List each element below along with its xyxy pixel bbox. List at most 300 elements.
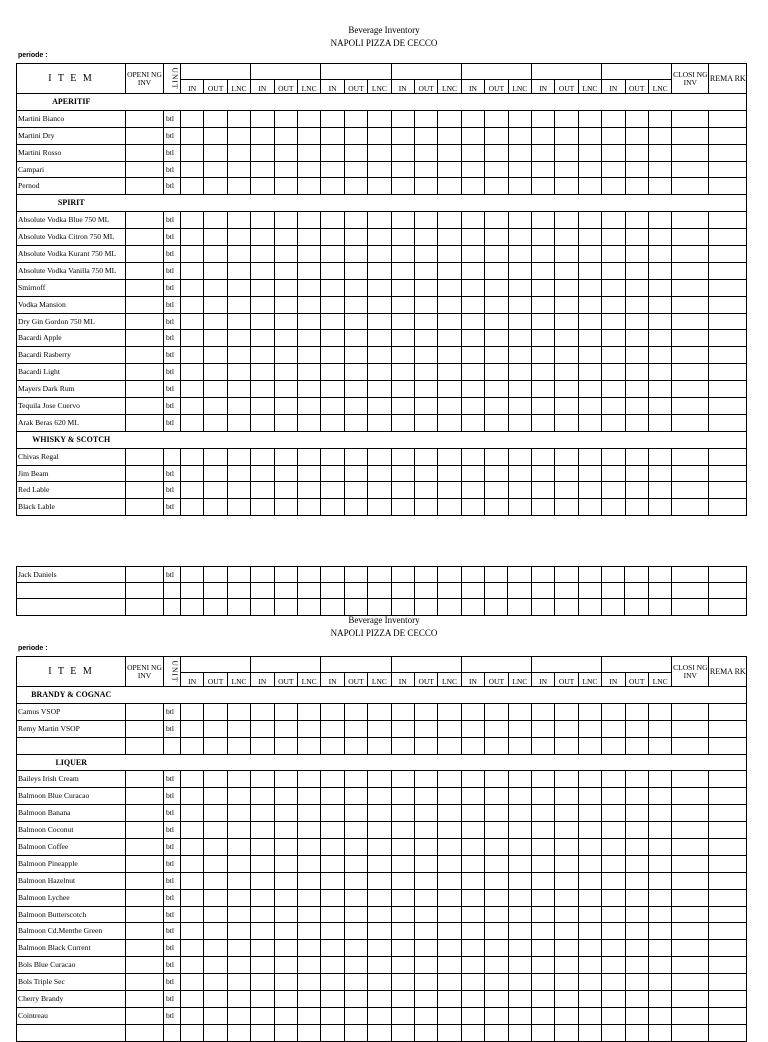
out-cell[interactable]: [555, 583, 578, 599]
out-cell[interactable]: [625, 161, 648, 178]
out-cell[interactable]: [204, 246, 227, 263]
closing-inv-cell[interactable]: [672, 482, 709, 499]
lnc-cell[interactable]: [368, 127, 391, 144]
in-cell[interactable]: [181, 347, 204, 364]
closing-inv-cell[interactable]: [672, 347, 709, 364]
out-cell[interactable]: [414, 805, 437, 822]
in-cell[interactable]: [391, 906, 414, 923]
in-cell[interactable]: [251, 923, 274, 940]
lnc-cell[interactable]: [438, 822, 461, 839]
opening-inv-cell[interactable]: [126, 212, 164, 229]
in-cell[interactable]: [181, 246, 204, 263]
remark-cell[interactable]: [709, 279, 747, 296]
in-cell[interactable]: [531, 347, 554, 364]
out-cell[interactable]: [485, 212, 508, 229]
out-cell[interactable]: [555, 974, 578, 991]
out-cell[interactable]: [274, 889, 297, 906]
in-cell[interactable]: [181, 1024, 204, 1041]
in-cell[interactable]: [391, 567, 414, 583]
out-cell[interactable]: [485, 567, 508, 583]
out-cell[interactable]: [274, 822, 297, 839]
out-cell[interactable]: [414, 313, 437, 330]
in-cell[interactable]: [181, 720, 204, 737]
in-cell[interactable]: [321, 839, 344, 856]
remark-cell[interactable]: [709, 414, 747, 431]
lnc-cell[interactable]: [368, 855, 391, 872]
out-cell[interactable]: [274, 499, 297, 516]
in-cell[interactable]: [321, 330, 344, 347]
in-cell[interactable]: [321, 872, 344, 889]
in-cell[interactable]: [461, 229, 484, 246]
in-cell[interactable]: [391, 313, 414, 330]
out-cell[interactable]: [555, 448, 578, 465]
out-cell[interactable]: [344, 940, 367, 957]
out-cell[interactable]: [625, 398, 648, 415]
lnc-cell[interactable]: [578, 822, 601, 839]
out-cell[interactable]: [274, 364, 297, 381]
out-cell[interactable]: [344, 313, 367, 330]
lnc-cell[interactable]: [297, 805, 320, 822]
lnc-cell[interactable]: [508, 788, 531, 805]
out-cell[interactable]: [274, 313, 297, 330]
out-cell[interactable]: [344, 398, 367, 415]
in-cell[interactable]: [602, 1007, 625, 1024]
lnc-cell[interactable]: [438, 974, 461, 991]
lnc-cell[interactable]: [438, 1024, 461, 1041]
lnc-cell[interactable]: [508, 855, 531, 872]
in-cell[interactable]: [321, 599, 344, 615]
lnc-cell[interactable]: [648, 448, 671, 465]
out-cell[interactable]: [274, 296, 297, 313]
out-cell[interactable]: [274, 583, 297, 599]
in-cell[interactable]: [531, 855, 554, 872]
out-cell[interactable]: [555, 161, 578, 178]
in-cell[interactable]: [251, 599, 274, 615]
in-cell[interactable]: [602, 482, 625, 499]
in-cell[interactable]: [461, 279, 484, 296]
out-cell[interactable]: [555, 567, 578, 583]
lnc-cell[interactable]: [297, 296, 320, 313]
lnc-cell[interactable]: [508, 347, 531, 364]
out-cell[interactable]: [485, 599, 508, 615]
in-cell[interactable]: [181, 262, 204, 279]
remark-cell[interactable]: [709, 872, 747, 889]
closing-inv-cell[interactable]: [672, 940, 709, 957]
in-cell[interactable]: [181, 364, 204, 381]
in-cell[interactable]: [321, 974, 344, 991]
out-cell[interactable]: [204, 381, 227, 398]
out-cell[interactable]: [204, 330, 227, 347]
out-cell[interactable]: [274, 347, 297, 364]
lnc-cell[interactable]: [508, 330, 531, 347]
out-cell[interactable]: [274, 212, 297, 229]
opening-inv-cell[interactable]: [126, 262, 164, 279]
in-cell[interactable]: [602, 923, 625, 940]
in-cell[interactable]: [531, 127, 554, 144]
lnc-cell[interactable]: [297, 110, 320, 127]
in-cell[interactable]: [321, 246, 344, 263]
in-cell[interactable]: [251, 144, 274, 161]
out-cell[interactable]: [485, 178, 508, 195]
in-cell[interactable]: [181, 381, 204, 398]
in-cell[interactable]: [181, 940, 204, 957]
lnc-cell[interactable]: [508, 599, 531, 615]
lnc-cell[interactable]: [227, 279, 250, 296]
remark-cell[interactable]: [709, 246, 747, 263]
in-cell[interactable]: [461, 974, 484, 991]
out-cell[interactable]: [274, 414, 297, 431]
in-cell[interactable]: [531, 364, 554, 381]
in-cell[interactable]: [602, 127, 625, 144]
in-cell[interactable]: [181, 567, 204, 583]
in-cell[interactable]: [181, 599, 204, 615]
out-cell[interactable]: [274, 1007, 297, 1024]
out-cell[interactable]: [625, 448, 648, 465]
out-cell[interactable]: [204, 720, 227, 737]
opening-inv-cell[interactable]: [126, 229, 164, 246]
lnc-cell[interactable]: [438, 110, 461, 127]
lnc-cell[interactable]: [508, 127, 531, 144]
in-cell[interactable]: [391, 737, 414, 754]
out-cell[interactable]: [485, 229, 508, 246]
in-cell[interactable]: [461, 839, 484, 856]
out-cell[interactable]: [344, 720, 367, 737]
lnc-cell[interactable]: [438, 567, 461, 583]
out-cell[interactable]: [344, 974, 367, 991]
lnc-cell[interactable]: [508, 414, 531, 431]
lnc-cell[interactable]: [508, 262, 531, 279]
in-cell[interactable]: [251, 262, 274, 279]
opening-inv-cell[interactable]: [126, 313, 164, 330]
opening-inv-cell[interactable]: [126, 1007, 164, 1024]
lnc-cell[interactable]: [578, 381, 601, 398]
out-cell[interactable]: [555, 906, 578, 923]
lnc-cell[interactable]: [227, 381, 250, 398]
out-cell[interactable]: [555, 839, 578, 856]
out-cell[interactable]: [414, 599, 437, 615]
in-cell[interactable]: [391, 1007, 414, 1024]
out-cell[interactable]: [555, 703, 578, 720]
lnc-cell[interactable]: [578, 889, 601, 906]
in-cell[interactable]: [602, 414, 625, 431]
in-cell[interactable]: [321, 398, 344, 415]
in-cell[interactable]: [461, 364, 484, 381]
out-cell[interactable]: [414, 771, 437, 788]
lnc-cell[interactable]: [227, 178, 250, 195]
closing-inv-cell[interactable]: [672, 720, 709, 737]
out-cell[interactable]: [485, 1024, 508, 1041]
out-cell[interactable]: [625, 1024, 648, 1041]
in-cell[interactable]: [251, 957, 274, 974]
in-cell[interactable]: [461, 1007, 484, 1024]
in-cell[interactable]: [391, 212, 414, 229]
lnc-cell[interactable]: [368, 1024, 391, 1041]
remark-cell[interactable]: [709, 703, 747, 720]
in-cell[interactable]: [391, 822, 414, 839]
in-cell[interactable]: [602, 1024, 625, 1041]
out-cell[interactable]: [485, 906, 508, 923]
out-cell[interactable]: [274, 127, 297, 144]
opening-inv-cell[interactable]: [126, 737, 164, 754]
lnc-cell[interactable]: [578, 720, 601, 737]
lnc-cell[interactable]: [297, 599, 320, 615]
out-cell[interactable]: [625, 737, 648, 754]
out-cell[interactable]: [555, 991, 578, 1008]
lnc-cell[interactable]: [578, 482, 601, 499]
out-cell[interactable]: [344, 448, 367, 465]
out-cell[interactable]: [485, 889, 508, 906]
lnc-cell[interactable]: [508, 771, 531, 788]
in-cell[interactable]: [181, 127, 204, 144]
out-cell[interactable]: [204, 161, 227, 178]
lnc-cell[interactable]: [297, 788, 320, 805]
lnc-cell[interactable]: [227, 499, 250, 516]
lnc-cell[interactable]: [578, 246, 601, 263]
out-cell[interactable]: [414, 720, 437, 737]
in-cell[interactable]: [391, 771, 414, 788]
in-cell[interactable]: [391, 279, 414, 296]
in-cell[interactable]: [602, 144, 625, 161]
in-cell[interactable]: [391, 246, 414, 263]
in-cell[interactable]: [461, 330, 484, 347]
in-cell[interactable]: [602, 599, 625, 615]
out-cell[interactable]: [344, 583, 367, 599]
out-cell[interactable]: [274, 599, 297, 615]
in-cell[interactable]: [602, 957, 625, 974]
in-cell[interactable]: [391, 703, 414, 720]
in-cell[interactable]: [461, 296, 484, 313]
in-cell[interactable]: [251, 296, 274, 313]
in-cell[interactable]: [391, 296, 414, 313]
out-cell[interactable]: [414, 381, 437, 398]
in-cell[interactable]: [181, 279, 204, 296]
in-cell[interactable]: [321, 923, 344, 940]
lnc-cell[interactable]: [438, 788, 461, 805]
lnc-cell[interactable]: [227, 906, 250, 923]
out-cell[interactable]: [555, 923, 578, 940]
remark-cell[interactable]: [709, 178, 747, 195]
opening-inv-cell[interactable]: [126, 110, 164, 127]
out-cell[interactable]: [625, 279, 648, 296]
out-cell[interactable]: [625, 957, 648, 974]
opening-inv-cell[interactable]: [126, 246, 164, 263]
out-cell[interactable]: [625, 906, 648, 923]
lnc-cell[interactable]: [438, 940, 461, 957]
remark-cell[interactable]: [709, 110, 747, 127]
in-cell[interactable]: [321, 414, 344, 431]
closing-inv-cell[interactable]: [672, 212, 709, 229]
in-cell[interactable]: [321, 229, 344, 246]
opening-inv-cell[interactable]: [126, 1024, 164, 1041]
in-cell[interactable]: [321, 805, 344, 822]
in-cell[interactable]: [602, 381, 625, 398]
lnc-cell[interactable]: [648, 839, 671, 856]
in-cell[interactable]: [251, 720, 274, 737]
lnc-cell[interactable]: [227, 940, 250, 957]
lnc-cell[interactable]: [227, 448, 250, 465]
out-cell[interactable]: [414, 855, 437, 872]
lnc-cell[interactable]: [578, 330, 601, 347]
in-cell[interactable]: [531, 974, 554, 991]
out-cell[interactable]: [344, 364, 367, 381]
out-cell[interactable]: [414, 262, 437, 279]
out-cell[interactable]: [204, 822, 227, 839]
lnc-cell[interactable]: [438, 144, 461, 161]
lnc-cell[interactable]: [648, 144, 671, 161]
out-cell[interactable]: [344, 465, 367, 482]
out-cell[interactable]: [625, 599, 648, 615]
closing-inv-cell[interactable]: [672, 906, 709, 923]
lnc-cell[interactable]: [227, 262, 250, 279]
in-cell[interactable]: [531, 161, 554, 178]
in-cell[interactable]: [321, 1007, 344, 1024]
in-cell[interactable]: [602, 940, 625, 957]
lnc-cell[interactable]: [648, 212, 671, 229]
out-cell[interactable]: [274, 229, 297, 246]
lnc-cell[interactable]: [297, 161, 320, 178]
out-cell[interactable]: [344, 144, 367, 161]
lnc-cell[interactable]: [368, 805, 391, 822]
in-cell[interactable]: [531, 991, 554, 1008]
in-cell[interactable]: [321, 499, 344, 516]
in-cell[interactable]: [602, 839, 625, 856]
out-cell[interactable]: [625, 991, 648, 1008]
lnc-cell[interactable]: [438, 364, 461, 381]
lnc-cell[interactable]: [648, 583, 671, 599]
lnc-cell[interactable]: [648, 262, 671, 279]
lnc-cell[interactable]: [227, 246, 250, 263]
in-cell[interactable]: [181, 330, 204, 347]
in-cell[interactable]: [391, 805, 414, 822]
out-cell[interactable]: [625, 703, 648, 720]
out-cell[interactable]: [414, 398, 437, 415]
out-cell[interactable]: [485, 127, 508, 144]
lnc-cell[interactable]: [508, 1024, 531, 1041]
out-cell[interactable]: [274, 737, 297, 754]
out-cell[interactable]: [485, 923, 508, 940]
out-cell[interactable]: [625, 178, 648, 195]
in-cell[interactable]: [321, 855, 344, 872]
in-cell[interactable]: [181, 583, 204, 599]
lnc-cell[interactable]: [438, 212, 461, 229]
in-cell[interactable]: [602, 364, 625, 381]
in-cell[interactable]: [461, 262, 484, 279]
out-cell[interactable]: [485, 1007, 508, 1024]
in-cell[interactable]: [251, 703, 274, 720]
closing-inv-cell[interactable]: [672, 465, 709, 482]
out-cell[interactable]: [344, 212, 367, 229]
lnc-cell[interactable]: [508, 889, 531, 906]
out-cell[interactable]: [625, 839, 648, 856]
out-cell[interactable]: [485, 364, 508, 381]
in-cell[interactable]: [251, 127, 274, 144]
in-cell[interactable]: [602, 448, 625, 465]
out-cell[interactable]: [625, 567, 648, 583]
in-cell[interactable]: [321, 482, 344, 499]
in-cell[interactable]: [602, 567, 625, 583]
closing-inv-cell[interactable]: [672, 567, 709, 583]
in-cell[interactable]: [602, 805, 625, 822]
lnc-cell[interactable]: [438, 805, 461, 822]
out-cell[interactable]: [414, 872, 437, 889]
in-cell[interactable]: [181, 465, 204, 482]
in-cell[interactable]: [531, 567, 554, 583]
in-cell[interactable]: [602, 465, 625, 482]
lnc-cell[interactable]: [368, 720, 391, 737]
in-cell[interactable]: [461, 482, 484, 499]
in-cell[interactable]: [461, 465, 484, 482]
out-cell[interactable]: [204, 296, 227, 313]
out-cell[interactable]: [204, 599, 227, 615]
in-cell[interactable]: [321, 906, 344, 923]
remark-cell[interactable]: [709, 567, 747, 583]
lnc-cell[interactable]: [297, 212, 320, 229]
out-cell[interactable]: [274, 330, 297, 347]
lnc-cell[interactable]: [648, 703, 671, 720]
in-cell[interactable]: [321, 364, 344, 381]
opening-inv-cell[interactable]: [126, 127, 164, 144]
out-cell[interactable]: [414, 178, 437, 195]
lnc-cell[interactable]: [438, 839, 461, 856]
out-cell[interactable]: [555, 398, 578, 415]
in-cell[interactable]: [181, 855, 204, 872]
lnc-cell[interactable]: [578, 599, 601, 615]
lnc-cell[interactable]: [648, 991, 671, 1008]
out-cell[interactable]: [204, 178, 227, 195]
lnc-cell[interactable]: [297, 499, 320, 516]
in-cell[interactable]: [461, 448, 484, 465]
lnc-cell[interactable]: [368, 599, 391, 615]
out-cell[interactable]: [274, 771, 297, 788]
in-cell[interactable]: [461, 703, 484, 720]
lnc-cell[interactable]: [438, 279, 461, 296]
out-cell[interactable]: [414, 974, 437, 991]
out-cell[interactable]: [274, 448, 297, 465]
out-cell[interactable]: [555, 737, 578, 754]
out-cell[interactable]: [344, 127, 367, 144]
out-cell[interactable]: [555, 889, 578, 906]
opening-inv-cell[interactable]: [126, 330, 164, 347]
in-cell[interactable]: [181, 703, 204, 720]
lnc-cell[interactable]: [508, 465, 531, 482]
out-cell[interactable]: [344, 872, 367, 889]
out-cell[interactable]: [625, 229, 648, 246]
in-cell[interactable]: [251, 364, 274, 381]
remark-cell[interactable]: [709, 583, 747, 599]
out-cell[interactable]: [555, 940, 578, 957]
out-cell[interactable]: [555, 178, 578, 195]
in-cell[interactable]: [181, 482, 204, 499]
lnc-cell[interactable]: [297, 889, 320, 906]
closing-inv-cell[interactable]: [672, 330, 709, 347]
in-cell[interactable]: [251, 465, 274, 482]
out-cell[interactable]: [344, 499, 367, 516]
out-cell[interactable]: [344, 381, 367, 398]
out-cell[interactable]: [274, 991, 297, 1008]
in-cell[interactable]: [181, 906, 204, 923]
lnc-cell[interactable]: [368, 1007, 391, 1024]
out-cell[interactable]: [485, 957, 508, 974]
out-cell[interactable]: [274, 144, 297, 161]
out-cell[interactable]: [414, 991, 437, 1008]
out-cell[interactable]: [344, 330, 367, 347]
lnc-cell[interactable]: [297, 906, 320, 923]
out-cell[interactable]: [204, 703, 227, 720]
lnc-cell[interactable]: [297, 974, 320, 991]
lnc-cell[interactable]: [648, 178, 671, 195]
out-cell[interactable]: [485, 246, 508, 263]
lnc-cell[interactable]: [578, 1024, 601, 1041]
